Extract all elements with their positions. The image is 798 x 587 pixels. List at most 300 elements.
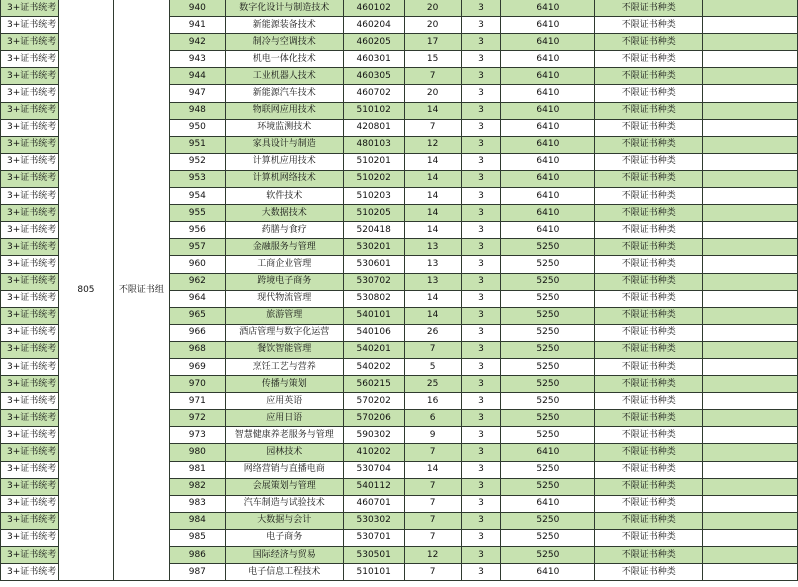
tuition-fee-cell: 5250 bbox=[501, 358, 595, 375]
plan-count-cell: 14 bbox=[404, 222, 461, 239]
major-name-cell: 智慧健康养老服务与管理 bbox=[225, 427, 343, 444]
plan-count-cell: 6 bbox=[404, 410, 461, 427]
exam-type-cell: 3+证书统考 bbox=[1, 68, 59, 85]
remarks-cell bbox=[703, 512, 798, 529]
major-national-code-cell: 590302 bbox=[343, 427, 404, 444]
major-code-number-cell: 970 bbox=[169, 376, 225, 393]
exam-type-cell: 3+证书统考 bbox=[1, 564, 59, 581]
tuition-fee-cell: 6410 bbox=[501, 188, 595, 205]
certificate-requirement-cell: 不限证书种类 bbox=[595, 102, 703, 119]
major-code-number-cell: 972 bbox=[169, 410, 225, 427]
major-code-number-cell: 948 bbox=[169, 102, 225, 119]
plan-count-cell: 7 bbox=[404, 495, 461, 512]
major-name-cell: 家具设计与制造 bbox=[225, 136, 343, 153]
certificate-requirement-cell: 不限证书种类 bbox=[595, 205, 703, 222]
major-code-number-cell: 986 bbox=[169, 547, 225, 564]
major-national-code-cell: 540112 bbox=[343, 478, 404, 495]
major-national-code-cell: 570202 bbox=[343, 393, 404, 410]
major-name-cell: 应用日语 bbox=[225, 410, 343, 427]
exam-type-cell: 3+证书统考 bbox=[1, 34, 59, 51]
major-national-code-cell: 540201 bbox=[343, 341, 404, 358]
major-code-number-cell: 955 bbox=[169, 205, 225, 222]
major-name-cell: 金融服务与管理 bbox=[225, 239, 343, 256]
major-national-code-cell: 530601 bbox=[343, 256, 404, 273]
tuition-fee-cell: 5250 bbox=[501, 324, 595, 341]
study-years-cell: 3 bbox=[461, 256, 501, 273]
major-code-number-cell: 950 bbox=[169, 119, 225, 136]
major-code-number-cell: 971 bbox=[169, 393, 225, 410]
tuition-fee-cell: 6410 bbox=[501, 205, 595, 222]
major-national-code-cell: 510202 bbox=[343, 170, 404, 187]
exam-type-cell: 3+证书统考 bbox=[1, 0, 59, 17]
major-national-code-cell: 460205 bbox=[343, 34, 404, 51]
exam-type-cell: 3+证书统考 bbox=[1, 512, 59, 529]
certificate-requirement-cell: 不限证书种类 bbox=[595, 495, 703, 512]
certificate-requirement-cell: 不限证书种类 bbox=[595, 153, 703, 170]
certificate-requirement-cell: 不限证书种类 bbox=[595, 307, 703, 324]
certificate-requirement-cell: 不限证书种类 bbox=[595, 188, 703, 205]
study-years-cell: 3 bbox=[461, 495, 501, 512]
exam-type-cell: 3+证书统考 bbox=[1, 85, 59, 102]
remarks-cell bbox=[703, 85, 798, 102]
major-name-cell: 餐饮智能管理 bbox=[225, 341, 343, 358]
study-years-cell: 3 bbox=[461, 136, 501, 153]
study-years-cell: 3 bbox=[461, 17, 501, 34]
major-national-code-cell: 460701 bbox=[343, 495, 404, 512]
plan-count-cell: 9 bbox=[404, 427, 461, 444]
remarks-cell bbox=[703, 153, 798, 170]
certificate-requirement-cell: 不限证书种类 bbox=[595, 547, 703, 564]
remarks-cell bbox=[703, 51, 798, 68]
remarks-cell bbox=[703, 307, 798, 324]
exam-type-cell: 3+证书统考 bbox=[1, 290, 59, 307]
major-national-code-cell: 540101 bbox=[343, 307, 404, 324]
certificate-requirement-cell: 不限证书种类 bbox=[595, 0, 703, 17]
major-name-cell: 电子信息工程技术 bbox=[225, 564, 343, 581]
major-national-code-cell: 530302 bbox=[343, 512, 404, 529]
table-row bbox=[1, 0, 798, 17]
certificate-requirement-cell: 不限证书种类 bbox=[595, 170, 703, 187]
study-years-cell: 3 bbox=[461, 547, 501, 564]
table-body bbox=[1, 0, 798, 581]
certificate-requirement-cell: 不限证书种类 bbox=[595, 324, 703, 341]
remarks-cell bbox=[703, 205, 798, 222]
study-years-cell: 3 bbox=[461, 153, 501, 170]
tuition-fee-cell: 5250 bbox=[501, 461, 595, 478]
major-national-code-cell: 530501 bbox=[343, 547, 404, 564]
remarks-cell bbox=[703, 358, 798, 375]
plan-count-cell: 13 bbox=[404, 256, 461, 273]
major-national-code-cell: 460305 bbox=[343, 68, 404, 85]
tuition-fee-cell: 6410 bbox=[501, 170, 595, 187]
major-national-code-cell: 510101 bbox=[343, 564, 404, 581]
tuition-fee-cell: 6410 bbox=[501, 102, 595, 119]
plan-count-cell: 20 bbox=[404, 85, 461, 102]
exam-type-cell: 3+证书统考 bbox=[1, 495, 59, 512]
tuition-fee-cell: 6410 bbox=[501, 222, 595, 239]
certificate-requirement-cell: 不限证书种类 bbox=[595, 341, 703, 358]
plan-count-cell: 13 bbox=[404, 239, 461, 256]
major-national-code-cell: 510102 bbox=[343, 102, 404, 119]
major-name-cell: 新能源装备技术 bbox=[225, 17, 343, 34]
major-national-code-cell: 560215 bbox=[343, 376, 404, 393]
exam-type-cell: 3+证书统考 bbox=[1, 119, 59, 136]
exam-type-cell: 3+证书统考 bbox=[1, 188, 59, 205]
exam-type-cell: 3+证书统考 bbox=[1, 376, 59, 393]
certificate-requirement-cell: 不限证书种类 bbox=[595, 17, 703, 34]
certificate-requirement-cell: 不限证书种类 bbox=[595, 358, 703, 375]
group-name-cell: 不限证书组 bbox=[113, 0, 169, 581]
major-code-number-cell: 944 bbox=[169, 68, 225, 85]
study-years-cell: 3 bbox=[461, 34, 501, 51]
major-name-cell: 数字化设计与制造技术 bbox=[225, 0, 343, 17]
major-name-cell: 传播与策划 bbox=[225, 376, 343, 393]
study-years-cell: 3 bbox=[461, 307, 501, 324]
study-years-cell: 3 bbox=[461, 0, 501, 17]
exam-type-cell: 3+证书统考 bbox=[1, 307, 59, 324]
major-name-cell: 园林技术 bbox=[225, 444, 343, 461]
plan-count-cell: 20 bbox=[404, 0, 461, 17]
certificate-requirement-cell: 不限证书种类 bbox=[595, 564, 703, 581]
remarks-cell bbox=[703, 495, 798, 512]
remarks-cell bbox=[703, 461, 798, 478]
exam-type-cell: 3+证书统考 bbox=[1, 410, 59, 427]
major-code-number-cell: 987 bbox=[169, 564, 225, 581]
major-name-cell: 旅游管理 bbox=[225, 307, 343, 324]
tuition-fee-cell: 6410 bbox=[501, 68, 595, 85]
remarks-cell bbox=[703, 444, 798, 461]
study-years-cell: 3 bbox=[461, 444, 501, 461]
study-years-cell: 3 bbox=[461, 564, 501, 581]
tuition-fee-cell: 6410 bbox=[501, 17, 595, 34]
major-name-cell: 工商企业管理 bbox=[225, 256, 343, 273]
certificate-requirement-cell: 不限证书种类 bbox=[595, 444, 703, 461]
tuition-fee-cell: 5250 bbox=[501, 478, 595, 495]
group-code-cell: 805 bbox=[58, 0, 113, 581]
exam-type-cell: 3+证书统考 bbox=[1, 341, 59, 358]
study-years-cell: 3 bbox=[461, 188, 501, 205]
major-name-cell: 酒店管理与数字化运营 bbox=[225, 324, 343, 341]
major-name-cell: 电子商务 bbox=[225, 529, 343, 546]
tuition-fee-cell: 6410 bbox=[501, 136, 595, 153]
major-code-number-cell: 966 bbox=[169, 324, 225, 341]
remarks-cell bbox=[703, 239, 798, 256]
plan-count-cell: 7 bbox=[404, 444, 461, 461]
plan-count-cell: 7 bbox=[404, 529, 461, 546]
major-name-cell: 药膳与食疗 bbox=[225, 222, 343, 239]
plan-count-cell: 7 bbox=[404, 68, 461, 85]
study-years-cell: 3 bbox=[461, 102, 501, 119]
major-code-number-cell: 983 bbox=[169, 495, 225, 512]
certificate-requirement-cell: 不限证书种类 bbox=[595, 376, 703, 393]
tuition-fee-cell: 6410 bbox=[501, 34, 595, 51]
plan-count-cell: 7 bbox=[404, 119, 461, 136]
certificate-requirement-cell: 不限证书种类 bbox=[595, 393, 703, 410]
major-national-code-cell: 480103 bbox=[343, 136, 404, 153]
major-code-number-cell: 980 bbox=[169, 444, 225, 461]
major-name-cell: 新能源汽车技术 bbox=[225, 85, 343, 102]
plan-count-cell: 5 bbox=[404, 358, 461, 375]
major-national-code-cell: 530701 bbox=[343, 529, 404, 546]
study-years-cell: 3 bbox=[461, 239, 501, 256]
remarks-cell bbox=[703, 102, 798, 119]
exam-type-cell: 3+证书统考 bbox=[1, 324, 59, 341]
certificate-requirement-cell: 不限证书种类 bbox=[595, 85, 703, 102]
exam-type-cell: 3+证书统考 bbox=[1, 239, 59, 256]
major-name-cell: 现代物流管理 bbox=[225, 290, 343, 307]
plan-count-cell: 20 bbox=[404, 17, 461, 34]
study-years-cell: 3 bbox=[461, 170, 501, 187]
major-code-number-cell: 968 bbox=[169, 341, 225, 358]
remarks-cell bbox=[703, 427, 798, 444]
plan-count-cell: 13 bbox=[404, 273, 461, 290]
tuition-fee-cell: 5250 bbox=[501, 341, 595, 358]
major-code-number-cell: 964 bbox=[169, 290, 225, 307]
tuition-fee-cell: 5250 bbox=[501, 427, 595, 444]
certificate-requirement-cell: 不限证书种类 bbox=[595, 512, 703, 529]
major-code-number-cell: 965 bbox=[169, 307, 225, 324]
tuition-fee-cell: 6410 bbox=[501, 495, 595, 512]
major-code-number-cell: 952 bbox=[169, 153, 225, 170]
certificate-requirement-cell: 不限证书种类 bbox=[595, 478, 703, 495]
exam-type-cell: 3+证书统考 bbox=[1, 17, 59, 34]
plan-count-cell: 25 bbox=[404, 376, 461, 393]
plan-count-cell: 7 bbox=[404, 341, 461, 358]
certificate-requirement-cell: 不限证书种类 bbox=[595, 427, 703, 444]
major-name-cell: 会展策划与管理 bbox=[225, 478, 343, 495]
study-years-cell: 3 bbox=[461, 393, 501, 410]
major-national-code-cell: 530802 bbox=[343, 290, 404, 307]
remarks-cell bbox=[703, 256, 798, 273]
remarks-cell bbox=[703, 0, 798, 17]
tuition-fee-cell: 5250 bbox=[501, 547, 595, 564]
remarks-cell bbox=[703, 341, 798, 358]
exam-type-cell: 3+证书统考 bbox=[1, 393, 59, 410]
major-national-code-cell: 460204 bbox=[343, 17, 404, 34]
tuition-fee-cell: 5250 bbox=[501, 410, 595, 427]
remarks-cell bbox=[703, 410, 798, 427]
major-name-cell: 汽车制造与试验技术 bbox=[225, 495, 343, 512]
certificate-requirement-cell: 不限证书种类 bbox=[595, 410, 703, 427]
major-national-code-cell: 530201 bbox=[343, 239, 404, 256]
major-national-code-cell: 530704 bbox=[343, 461, 404, 478]
exam-type-cell: 3+证书统考 bbox=[1, 444, 59, 461]
major-code-number-cell: 942 bbox=[169, 34, 225, 51]
major-code-number-cell: 947 bbox=[169, 85, 225, 102]
plan-count-cell: 17 bbox=[404, 34, 461, 51]
certificate-requirement-cell: 不限证书种类 bbox=[595, 290, 703, 307]
remarks-cell bbox=[703, 119, 798, 136]
plan-count-cell: 15 bbox=[404, 51, 461, 68]
remarks-cell bbox=[703, 478, 798, 495]
tuition-fee-cell: 5250 bbox=[501, 512, 595, 529]
major-code-number-cell: 962 bbox=[169, 273, 225, 290]
tuition-fee-cell: 5250 bbox=[501, 393, 595, 410]
remarks-cell bbox=[703, 68, 798, 85]
study-years-cell: 3 bbox=[461, 273, 501, 290]
major-national-code-cell: 540202 bbox=[343, 358, 404, 375]
major-national-code-cell: 460102 bbox=[343, 0, 404, 17]
tuition-fee-cell: 5250 bbox=[501, 290, 595, 307]
major-national-code-cell: 510201 bbox=[343, 153, 404, 170]
major-national-code-cell: 410202 bbox=[343, 444, 404, 461]
plan-count-cell: 14 bbox=[404, 307, 461, 324]
tuition-fee-cell: 6410 bbox=[501, 85, 595, 102]
exam-type-cell: 3+证书统考 bbox=[1, 205, 59, 222]
study-years-cell: 3 bbox=[461, 376, 501, 393]
tuition-fee-cell: 5250 bbox=[501, 239, 595, 256]
exam-type-cell: 3+证书统考 bbox=[1, 153, 59, 170]
study-years-cell: 3 bbox=[461, 68, 501, 85]
tuition-fee-cell: 5250 bbox=[501, 256, 595, 273]
major-code-number-cell: 954 bbox=[169, 188, 225, 205]
plan-count-cell: 7 bbox=[404, 478, 461, 495]
major-name-cell: 烹饪工艺与营养 bbox=[225, 358, 343, 375]
major-code-number-cell: 973 bbox=[169, 427, 225, 444]
major-code-number-cell: 951 bbox=[169, 136, 225, 153]
major-national-code-cell: 510205 bbox=[343, 205, 404, 222]
study-years-cell: 3 bbox=[461, 529, 501, 546]
tuition-fee-cell: 5250 bbox=[501, 376, 595, 393]
certificate-requirement-cell: 不限证书种类 bbox=[595, 51, 703, 68]
major-code-number-cell: 981 bbox=[169, 461, 225, 478]
remarks-cell bbox=[703, 324, 798, 341]
tuition-fee-cell: 5250 bbox=[501, 273, 595, 290]
study-years-cell: 3 bbox=[461, 324, 501, 341]
exam-type-cell: 3+证书统考 bbox=[1, 102, 59, 119]
certificate-requirement-cell: 不限证书种类 bbox=[595, 461, 703, 478]
plan-count-cell: 14 bbox=[404, 153, 461, 170]
plan-count-cell: 14 bbox=[404, 461, 461, 478]
major-name-cell: 物联网应用技术 bbox=[225, 102, 343, 119]
certificate-requirement-cell: 不限证书种类 bbox=[595, 34, 703, 51]
major-name-cell: 工业机器人技术 bbox=[225, 68, 343, 85]
certificate-requirement-cell: 不限证书种类 bbox=[595, 273, 703, 290]
major-code-number-cell: 985 bbox=[169, 529, 225, 546]
major-national-code-cell: 540106 bbox=[343, 324, 404, 341]
major-name-cell: 大数据技术 bbox=[225, 205, 343, 222]
remarks-cell bbox=[703, 376, 798, 393]
remarks-cell bbox=[703, 34, 798, 51]
major-name-cell: 网络营销与直播电商 bbox=[225, 461, 343, 478]
major-code-number-cell: 957 bbox=[169, 239, 225, 256]
major-national-code-cell: 460301 bbox=[343, 51, 404, 68]
exam-type-cell: 3+证书统考 bbox=[1, 358, 59, 375]
major-code-number-cell: 956 bbox=[169, 222, 225, 239]
study-years-cell: 3 bbox=[461, 410, 501, 427]
study-years-cell: 3 bbox=[461, 119, 501, 136]
plan-count-cell: 16 bbox=[404, 393, 461, 410]
plan-count-cell: 26 bbox=[404, 324, 461, 341]
exam-type-cell: 3+证书统考 bbox=[1, 461, 59, 478]
major-code-number-cell: 940 bbox=[169, 0, 225, 17]
exam-type-cell: 3+证书统考 bbox=[1, 222, 59, 239]
major-name-cell: 软件技术 bbox=[225, 188, 343, 205]
exam-type-cell: 3+证书统考 bbox=[1, 51, 59, 68]
certificate-requirement-cell: 不限证书种类 bbox=[595, 119, 703, 136]
tuition-fee-cell: 6410 bbox=[501, 153, 595, 170]
exam-type-cell: 3+证书统考 bbox=[1, 273, 59, 290]
major-code-number-cell: 960 bbox=[169, 256, 225, 273]
major-national-code-cell: 510203 bbox=[343, 188, 404, 205]
plan-count-cell: 7 bbox=[404, 564, 461, 581]
major-name-cell: 大数据与会计 bbox=[225, 512, 343, 529]
certificate-requirement-cell: 不限证书种类 bbox=[595, 529, 703, 546]
remarks-cell bbox=[703, 564, 798, 581]
remarks-cell bbox=[703, 547, 798, 564]
major-name-cell: 环境监测技术 bbox=[225, 119, 343, 136]
study-years-cell: 3 bbox=[461, 358, 501, 375]
remarks-cell bbox=[703, 290, 798, 307]
tuition-fee-cell: 6410 bbox=[501, 0, 595, 17]
remarks-cell bbox=[703, 222, 798, 239]
major-code-number-cell: 941 bbox=[169, 17, 225, 34]
study-years-cell: 3 bbox=[461, 290, 501, 307]
exam-type-cell: 3+证书统考 bbox=[1, 547, 59, 564]
major-name-cell: 跨境电子商务 bbox=[225, 273, 343, 290]
certificate-requirement-cell: 不限证书种类 bbox=[595, 222, 703, 239]
study-years-cell: 3 bbox=[461, 427, 501, 444]
remarks-cell bbox=[703, 188, 798, 205]
plan-count-cell: 14 bbox=[404, 290, 461, 307]
exam-type-cell: 3+证书统考 bbox=[1, 136, 59, 153]
tuition-fee-cell: 6410 bbox=[501, 444, 595, 461]
certificate-requirement-cell: 不限证书种类 bbox=[595, 68, 703, 85]
major-national-code-cell: 570206 bbox=[343, 410, 404, 427]
plan-count-cell: 12 bbox=[404, 547, 461, 564]
major-national-code-cell: 530702 bbox=[343, 273, 404, 290]
plan-count-cell: 14 bbox=[404, 205, 461, 222]
remarks-cell bbox=[703, 529, 798, 546]
certificate-requirement-cell: 不限证书种类 bbox=[595, 239, 703, 256]
major-code-number-cell: 953 bbox=[169, 170, 225, 187]
study-years-cell: 3 bbox=[461, 512, 501, 529]
plan-count-cell: 14 bbox=[404, 170, 461, 187]
major-code-number-cell: 982 bbox=[169, 478, 225, 495]
tuition-fee-cell: 6410 bbox=[501, 564, 595, 581]
tuition-fee-cell: 6410 bbox=[501, 119, 595, 136]
major-name-cell: 计算机应用技术 bbox=[225, 153, 343, 170]
major-name-cell: 机电一体化技术 bbox=[225, 51, 343, 68]
major-national-code-cell: 520418 bbox=[343, 222, 404, 239]
study-years-cell: 3 bbox=[461, 85, 501, 102]
major-national-code-cell: 460702 bbox=[343, 85, 404, 102]
study-years-cell: 3 bbox=[461, 222, 501, 239]
exam-type-cell: 3+证书统考 bbox=[1, 256, 59, 273]
exam-type-cell: 3+证书统考 bbox=[1, 170, 59, 187]
exam-type-cell: 3+证书统考 bbox=[1, 478, 59, 495]
remarks-cell bbox=[703, 17, 798, 34]
major-name-cell: 国际经济与贸易 bbox=[225, 547, 343, 564]
major-code-number-cell: 969 bbox=[169, 358, 225, 375]
major-name-cell: 计算机网络技术 bbox=[225, 170, 343, 187]
remarks-cell bbox=[703, 170, 798, 187]
remarks-cell bbox=[703, 273, 798, 290]
study-years-cell: 3 bbox=[461, 461, 501, 478]
tuition-fee-cell: 5250 bbox=[501, 529, 595, 546]
major-code-number-cell: 943 bbox=[169, 51, 225, 68]
plan-count-cell: 14 bbox=[404, 102, 461, 119]
plan-count-cell: 12 bbox=[404, 136, 461, 153]
remarks-cell bbox=[703, 393, 798, 410]
certificate-requirement-cell: 不限证书种类 bbox=[595, 136, 703, 153]
major-name-cell: 制冷与空调技术 bbox=[225, 34, 343, 51]
exam-type-cell: 3+证书统考 bbox=[1, 529, 59, 546]
certificate-requirement-cell: 不限证书种类 bbox=[595, 256, 703, 273]
exam-type-cell: 3+证书统考 bbox=[1, 427, 59, 444]
study-years-cell: 3 bbox=[461, 341, 501, 358]
tuition-fee-cell: 6410 bbox=[501, 51, 595, 68]
